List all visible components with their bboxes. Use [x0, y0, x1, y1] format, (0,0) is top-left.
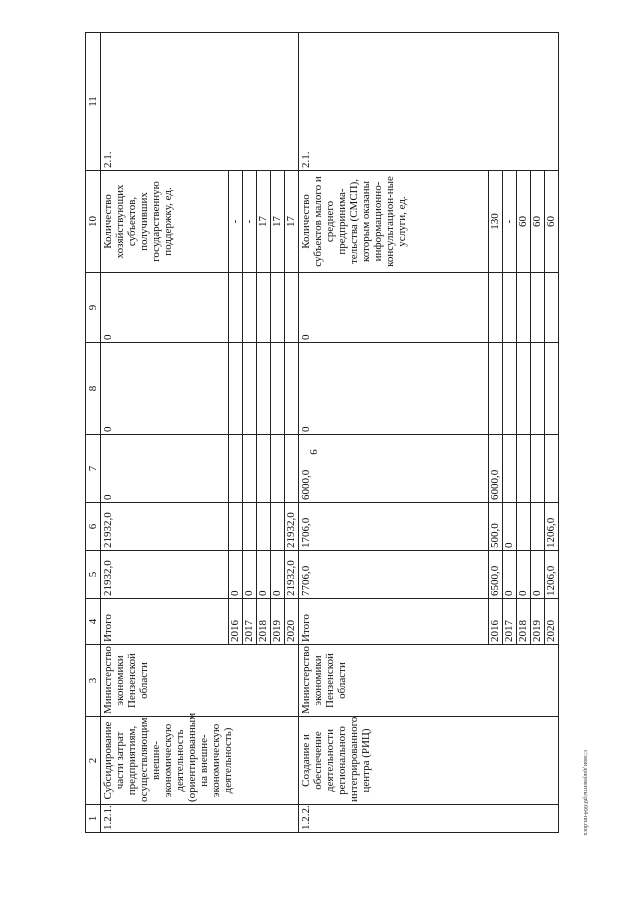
year: 2020: [285, 599, 299, 645]
footer-file-path: c:\мои документы\p0\664-пп.docx: [582, 750, 588, 836]
value-c7: 6000,0: [489, 435, 503, 503]
value-c5: 1206,0: [545, 551, 559, 599]
program-measures-table: [85, 32, 559, 833]
measure-number: 1.2.2.: [299, 805, 559, 833]
value-c7: [229, 435, 243, 503]
indicator-value: 17: [257, 171, 271, 273]
value-c9: [503, 273, 517, 343]
value-c9: [517, 273, 531, 343]
value-c9: [271, 273, 285, 343]
header-cell: 4: [86, 599, 101, 645]
value-c8: [285, 343, 299, 435]
value-c7: 6000,0: [299, 435, 489, 503]
header-cell: 2: [86, 717, 101, 805]
indicator-link: 2.1.: [299, 33, 559, 171]
header-cell: 6: [86, 503, 101, 551]
value-c7: [531, 435, 545, 503]
value-c5: 0: [517, 551, 531, 599]
measure-row-main: [299, 33, 489, 833]
value-c8: [271, 343, 285, 435]
indicator-value: 60: [531, 171, 545, 273]
indicator-name: Количество хозяйствующих субъектов, получивших государственную поддержку, ед.: [101, 171, 229, 273]
header-cell: 7: [86, 435, 101, 503]
measure-executor: Министерство экономики Пензенской области: [101, 645, 299, 717]
value-c7: [545, 435, 559, 503]
value-c8: [517, 343, 531, 435]
value-c6: 21932,0: [285, 503, 299, 551]
value-c9: 0: [299, 273, 489, 343]
header-cell: 10: [86, 171, 101, 273]
year: 2019: [531, 599, 545, 645]
measure-executor: Министерство экономики Пензенской области: [299, 645, 559, 717]
header-cell: 3: [86, 645, 101, 717]
value-c9: [257, 273, 271, 343]
value-c8: [257, 343, 271, 435]
value-c7: [243, 435, 257, 503]
value-c6: [243, 503, 257, 551]
value-c5: 0: [271, 551, 285, 599]
value-c5: 6500,0: [489, 551, 503, 599]
header-cell: 1: [86, 805, 101, 833]
header-row: [86, 33, 101, 833]
measure-number: 1.2.1.: [101, 805, 299, 833]
value-c5: 0: [531, 551, 545, 599]
value-c6: 1206,0: [545, 503, 559, 551]
indicator-value: -: [503, 171, 517, 273]
value-c6: [229, 503, 243, 551]
value-c5: 0: [229, 551, 243, 599]
value-c8: [531, 343, 545, 435]
value-c8: [489, 343, 503, 435]
year: 2016: [229, 599, 243, 645]
year: 2018: [257, 599, 271, 645]
indicator-value: -: [229, 171, 243, 273]
value-c7: [271, 435, 285, 503]
value-c9: [243, 273, 257, 343]
value-c7: [257, 435, 271, 503]
value-c6: 1706,0: [299, 503, 489, 551]
measure-name: Субсидирование части затрат предприятиям, осуществляющим внешне-экономическую деятельность (ориентированным на внешне-экономическую деятельность): [101, 717, 299, 805]
value-c8: [229, 343, 243, 435]
indicator-link: 2.1.: [101, 33, 299, 171]
value-c9: [531, 273, 545, 343]
year: 2018: [517, 599, 531, 645]
value-c8: [503, 343, 517, 435]
total-label: Итого: [299, 599, 489, 645]
value-c5: 21932,0: [285, 551, 299, 599]
year: 2017: [503, 599, 517, 645]
value-c5: 0: [503, 551, 517, 599]
header-cell: 5: [86, 551, 101, 599]
indicator-name: Количество субъектов малого и среднего предпринима-тельства (СМСП), которым оказаны информационно-консультацион-ные услуги, ед.: [299, 171, 489, 273]
year: 2016: [489, 599, 503, 645]
value-c5: 7706,0: [299, 551, 489, 599]
year: 2019: [271, 599, 285, 645]
year: 2017: [243, 599, 257, 645]
indicator-value: 130: [489, 171, 503, 273]
value-c9: 0: [101, 273, 229, 343]
value-c9: [545, 273, 559, 343]
value-c6: [517, 503, 531, 551]
value-c6: [271, 503, 285, 551]
measure-row-main: [101, 33, 229, 833]
year: 2020: [545, 599, 559, 645]
value-c6: 0: [503, 503, 517, 551]
indicator-value: 60: [517, 171, 531, 273]
page-number: 9: [306, 449, 319, 455]
value-c7: 0: [101, 435, 229, 503]
header-cell: 11: [86, 33, 101, 171]
measure-name: Создание и обеспечение деятельности регионального интегрированного центра (РИЦ): [299, 717, 559, 805]
value-c6: 21932,0: [101, 503, 229, 551]
value-c8: 0: [299, 343, 489, 435]
value-c5: 0: [243, 551, 257, 599]
value-c5: 21932,0: [101, 551, 229, 599]
value-c9: [285, 273, 299, 343]
indicator-value: 17: [271, 171, 285, 273]
header-cell: 8: [86, 343, 101, 435]
value-c7: [285, 435, 299, 503]
value-c7: [503, 435, 517, 503]
value-c7: [517, 435, 531, 503]
value-c9: [489, 273, 503, 343]
indicator-value: -: [243, 171, 257, 273]
value-c5: 0: [257, 551, 271, 599]
value-c6: [531, 503, 545, 551]
value-c8: 0: [101, 343, 229, 435]
header-cell: 9: [86, 273, 101, 343]
total-label: Итого: [101, 599, 229, 645]
indicator-value: 60: [545, 171, 559, 273]
value-c9: [229, 273, 243, 343]
value-c8: [243, 343, 257, 435]
rotated-table-wrapper: [85, 33, 559, 833]
indicator-value: 17: [285, 171, 299, 273]
value-c6: 500,0: [489, 503, 503, 551]
value-c8: [545, 343, 559, 435]
value-c6: [257, 503, 271, 551]
